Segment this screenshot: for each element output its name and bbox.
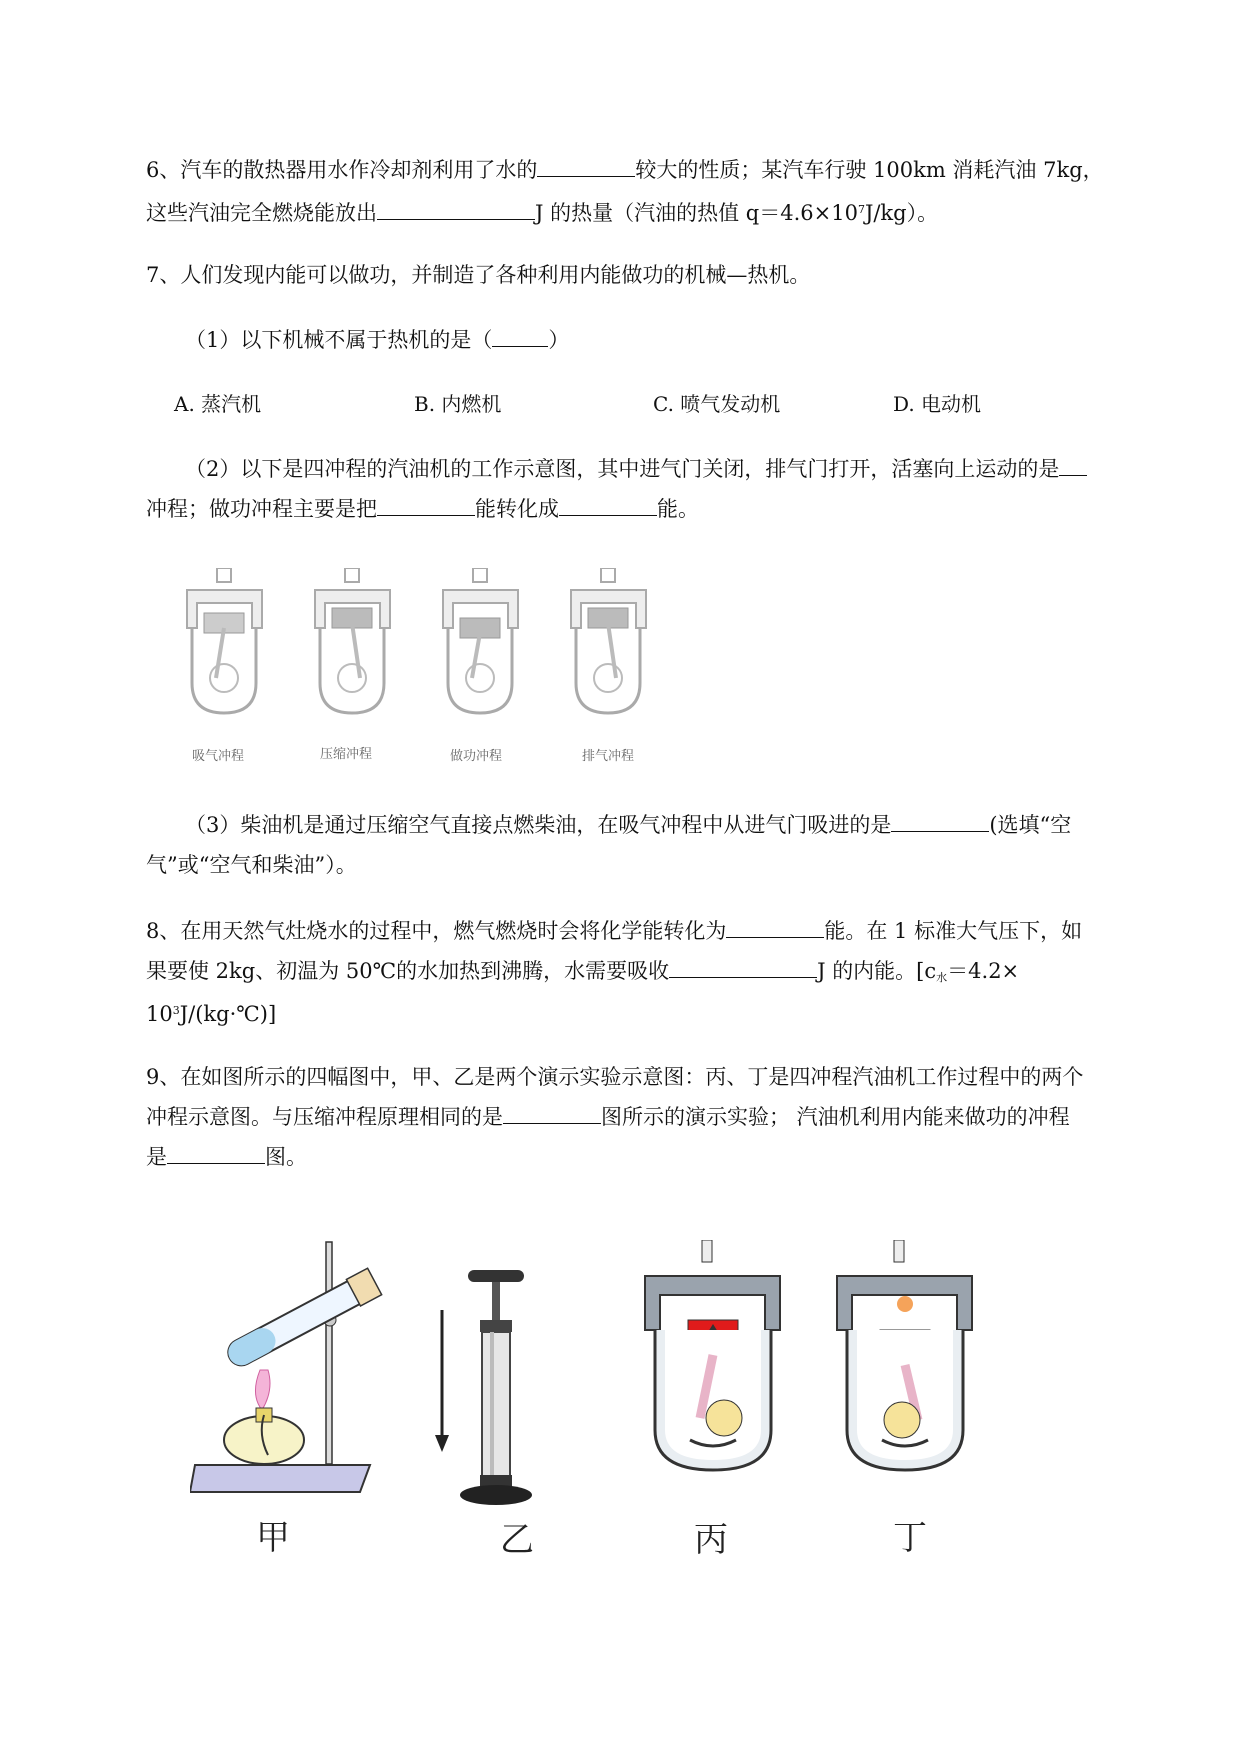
q7-blank-1[interactable]: [492, 326, 548, 347]
q6-line-1: [146, 156, 1104, 184]
figure-bing-compression-stroke: [640, 1240, 790, 1500]
figure-label-yi: 乙: [500, 1520, 534, 1560]
q9-text: 图。: [265, 1145, 307, 1169]
q7-part-1: [185, 326, 569, 354]
q6-text: 6、汽车的散热器用水作冷却剂利用了水的: [146, 158, 538, 182]
subscript: 水: [936, 971, 948, 984]
q8-line-3: [146, 997, 276, 1028]
caption-compression-stroke: 压缩冲程: [320, 747, 373, 762]
q6-text: 较大的性质；某汽车行驶 100km 消耗汽油 7kg，: [635, 158, 1104, 182]
q8-line-2: [146, 957, 1019, 992]
q9-line-1: 9、在如图所示的四幅图中，甲、乙是两个演示实验示意图：丙、丁是四冲程汽油机工作过程中的两个: [146, 1065, 1084, 1089]
option-b[interactable]: B. 内燃机: [414, 392, 502, 416]
superscript: 3: [172, 1004, 180, 1017]
q7-blank-5[interactable]: [891, 811, 989, 832]
option-c[interactable]: C. 喷气发动机: [653, 392, 781, 416]
figure-label-ding: 丁: [893, 1518, 927, 1558]
superscript: 7: [857, 203, 865, 216]
q6-line-2: [146, 196, 938, 227]
q7-part-2-line-1: [185, 455, 1087, 483]
figure-ding-power-stroke: [832, 1240, 982, 1500]
figure-jia-alcohol-lamp: [190, 1240, 390, 1500]
q8-text: ＝4.2×: [947, 959, 1020, 983]
q7-part-2-line-2: [146, 495, 699, 523]
engine-diagram-intake: [187, 568, 262, 713]
q7-text: 能。: [657, 497, 699, 521]
q7-text: （3）柴油机是通过压缩空气直接点燃柴油，在吸气冲程中从进气门吸进的是: [185, 813, 892, 837]
figure-yi-air-pump: [428, 1270, 548, 1510]
q9-text: 是: [146, 1145, 167, 1169]
q8-blank-1[interactable]: [726, 917, 824, 938]
q7-text: 能转化成: [475, 497, 559, 521]
q8-text: 10: [146, 1002, 173, 1026]
q9-blank-1[interactable]: [503, 1103, 601, 1124]
figure-label-bing: 丙: [694, 1520, 728, 1560]
q8-text: 能。在 1 标准大气压下，如: [824, 919, 1083, 943]
q8-text: 果要使 2kg、初温为 50℃的水加热到沸腾，水需要吸收: [146, 959, 670, 983]
q8-line-1: [146, 917, 1082, 945]
q9-text: 图所示的演示实验； 汽油机利用内能来做功的冲程: [601, 1105, 1070, 1129]
q6-text: 这些汽油完全燃烧能放出: [146, 201, 377, 225]
q7-blank-4[interactable]: [559, 495, 657, 516]
option-a[interactable]: A. 蒸汽机: [174, 392, 262, 416]
q7-part-3-line-2: 气”或“空气和柴油”）。: [146, 853, 357, 877]
q9-line-2: [146, 1103, 1070, 1131]
q7-text: (选填“空: [989, 813, 1072, 837]
q7-text: （1）以下机械不属于热机的是（: [185, 328, 493, 352]
option-d[interactable]: D. 电动机: [893, 392, 982, 416]
engine-diagram-compression: [315, 568, 390, 713]
q8-text: 8、在用天然气灶烧水的过程中，燃气燃烧时会将化学能转化为: [146, 919, 727, 943]
q9-text: 冲程示意图。与压缩冲程原理相同的是: [146, 1105, 503, 1129]
figure-label-jia: 甲: [256, 1518, 290, 1558]
caption-intake-stroke: 吸气冲程: [192, 749, 245, 764]
q7-blank-3[interactable]: [377, 495, 475, 516]
q6-text: J 的热量（汽油的热值 q＝4.6×10: [535, 201, 858, 225]
q7-part-3-line-1: [185, 811, 1071, 839]
caption-power-stroke: 做功冲程: [450, 749, 503, 764]
q6-blank-2[interactable]: [377, 199, 535, 220]
q7-text: ）: [548, 328, 570, 352]
q6-text: J/kg）。: [864, 201, 939, 225]
q7-blank-2[interactable]: [1059, 455, 1087, 476]
caption-exhaust-stroke: 排气冲程: [582, 749, 635, 764]
four-stroke-diagrams: [170, 568, 670, 768]
q8-blank-2[interactable]: [669, 957, 817, 978]
engine-diagram-exhaust: [571, 568, 646, 713]
q8-text: J 的内能。[c: [817, 959, 937, 983]
q7-text: 冲程；做功冲程主要是把: [146, 497, 377, 521]
q6-blank-1[interactable]: [537, 156, 635, 177]
q9-line-3: [146, 1143, 307, 1171]
engine-diagram-power: [443, 568, 518, 713]
q8-text: J/(kg·℃)]: [179, 1002, 277, 1026]
q7-intro: 7、人们发现内能可以做功，并制造了各种利用内能做功的机械—热机。: [146, 263, 811, 287]
q7-text: （2）以下是四冲程的汽油机的工作示意图，其中进气门关闭，排气门打开，活塞向上运动的是: [185, 457, 1060, 481]
q9-blank-2[interactable]: [167, 1143, 265, 1164]
